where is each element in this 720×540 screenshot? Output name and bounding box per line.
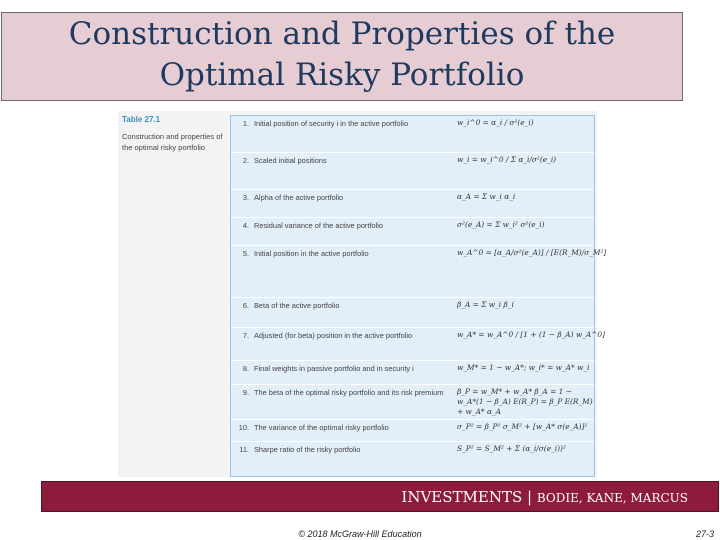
page-number: 27-3: [695, 529, 714, 539]
row-description: Scaled initial positions: [254, 156, 327, 165]
table-row: [231, 328, 606, 361]
row-number: 6.: [242, 301, 249, 310]
row-number: 9.: [242, 388, 249, 397]
table-row: [231, 153, 594, 190]
row-formula: w_i^0 = α_i / σ²(e_i): [457, 118, 534, 127]
slide-title-line-1: Construction and Properties of the: [68, 16, 616, 52]
footer-band: [41, 481, 719, 512]
table-label: Table 27.1: [122, 115, 161, 124]
slide-title-box: [1, 12, 683, 101]
row-formula: α_A = Σ w_i α_i: [457, 192, 516, 201]
row-formula: w_A^0 = [α_A/σ²(e_A)] / [E(R_M)/σ_M²]: [457, 248, 607, 257]
footer-brand: INVESTMENTS: [401, 488, 523, 506]
row-number: 4.: [242, 221, 249, 230]
row-number: 10.: [238, 423, 249, 432]
row-formula: σ_P² = β_P² σ_M² + [w_A* σ(e_A)]²: [457, 422, 588, 431]
copyright-text: [0, 529, 720, 539]
row-description: Initial position in the active portfolio: [254, 249, 369, 258]
row-number: 1.: [242, 119, 249, 128]
table-row: [231, 298, 594, 328]
row-description: Adjusted (for beta) position in the active portfolio: [254, 331, 413, 340]
copyright-label: © 2018 McGraw-Hill Education: [298, 529, 422, 539]
row-number: 11.: [239, 445, 249, 454]
row-formula: w_M* = 1 − w_A*; w_i* = w_A* w_i: [457, 363, 590, 372]
row-description: Beta of the active portfolio: [254, 301, 340, 310]
row-description: Alpha of the active portfolio: [254, 193, 344, 202]
row-number: 7.: [242, 331, 249, 340]
row-formula: β_A = Σ w_i β_i: [457, 300, 514, 309]
row-description: Sharpe ratio of the risky portfolio: [254, 445, 361, 454]
slide-title-line-2: Optimal Risky Portfolio: [159, 57, 525, 93]
row-number: 5.: [242, 249, 249, 258]
table-image: [118, 111, 607, 477]
row-number: 8.: [242, 364, 249, 373]
row-description: The variance of the optimal risky portfolio: [254, 423, 389, 432]
row-description: Initial position of security i in the active portfolio: [254, 119, 409, 128]
table-row: [231, 420, 594, 442]
footer-separator: |: [522, 488, 537, 506]
footer-authors: BODIE, KANE, MARCUS: [536, 491, 688, 505]
row-description: The beta of the optimal risky portfolio and its risk premium: [254, 388, 444, 397]
row-description: Residual variance of the active portfolio: [254, 221, 383, 230]
row-formula: w_A* = w_A^0 / [1 + (1 − β_A) w_A^0]: [457, 330, 606, 339]
row-formula: w_i = w_i^0 / Σ α_i/σ²(e_i): [457, 155, 557, 164]
row-formula: β_P = w_M* + w_A* β_A = 1 − w_A*(1 − β_A) E(R_P) = β_P E(R_M) + w_A* α_A: [457, 387, 593, 416]
table-row: [231, 385, 594, 420]
row-formula: σ²(e_A) = Σ w_i² σ²(e_i): [457, 220, 545, 229]
table-row: [231, 442, 594, 476]
table-row: [231, 116, 594, 153]
table-row: [231, 246, 607, 298]
row-number: 2.: [242, 156, 249, 165]
row-formula: S_P² = S_M² + Σ (α_i/σ(e_i))²: [457, 444, 566, 453]
footer-branding: [401, 488, 688, 506]
table-grid: [230, 115, 607, 477]
table-row: [231, 361, 594, 385]
table-caption: Construction and properties of the optimal risky portfolio: [122, 132, 223, 152]
table-row: [231, 190, 594, 218]
row-description: Final weights in passive portfolio and in security i: [254, 364, 414, 373]
row-number: 3.: [242, 193, 249, 202]
table-row: [231, 218, 594, 246]
